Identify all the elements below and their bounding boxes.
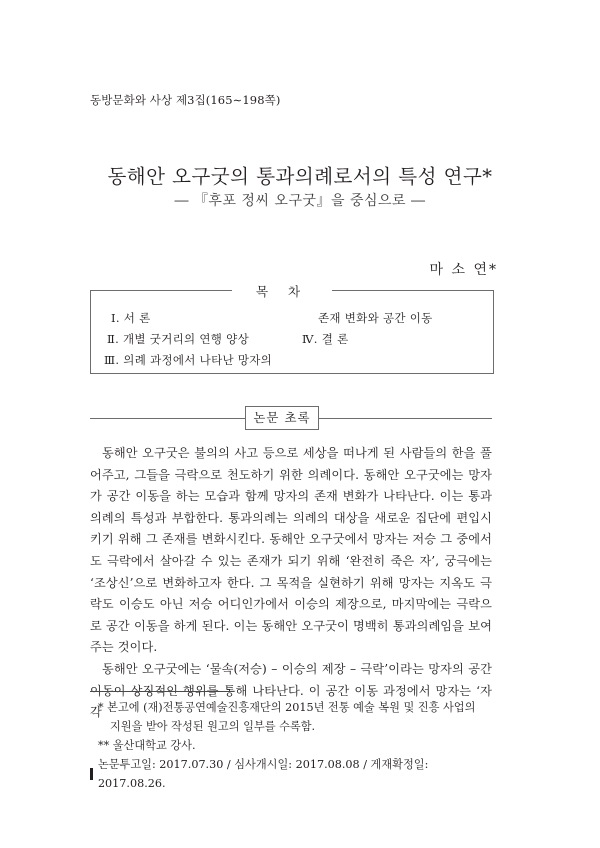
toc-item-1: Ⅰ. 서 론 bbox=[111, 311, 151, 325]
abstract-rule-left bbox=[90, 418, 246, 419]
dates-bar-mark bbox=[90, 768, 93, 780]
toc-heading: 목 차 bbox=[232, 282, 332, 300]
toc-item-4: Ⅳ. 결 론 bbox=[302, 332, 349, 346]
abstract-paragraph: 동해안 오구굿에는 ‘물속(저승) – 이승의 제장 – 극락’이라는 망자의 공간 이동이 상징적인 행위를 통해 나타난다. 이 공간 이동 과정에서 망자는 ‘자각 bbox=[90, 661, 492, 720]
author-name: 마 소 연* bbox=[429, 262, 498, 278]
abstract-paragraph: 동해안 오구굿은 불의의 사고 등으로 세상을 떠나게 된 사람들의 한을 풀어주고, 그들을 극락으로 천도하기 위한 의례이다. 동해안 오구굿에는 망자가 공간 이동을 하는 모습과 함께 망자의 존재 변화가 나타난다. 이는 통과의례의 특성과 부합한다. 통과의례는 의례의 대상을 새로운 집단에 편입시키기 위해 그 존재를 변화시킨다. 동해안 오구굿에서 망자는 저승 그 중에서도 극락에서 살아갈 수 있는 존재가 되기 위해 ‘완전히 죽은 자’, 궁극에는 ‘조상신’으로 변화하고자 한다. 그 목적을 실현하기 위해 망자는 지옥도 극락도 이승도 아닌 저승 어디인가에서 이승의 제장으로, 마지막에는 극락으로 공간 이동을 하게 된다. 이는 동해안 오구굿이 명백히 통과의례임을 보여주는 것이다. bbox=[90, 446, 492, 655]
toc-item-3: Ⅲ. 의례 과정에서 나타난 망자의 bbox=[104, 353, 273, 367]
footnote-funding bbox=[90, 698, 492, 736]
abstract-rule-right bbox=[318, 418, 492, 419]
footnote-funding-line1: * 본고에 (재)전통공연예술진흥재단의 2015년 전통 예술 복원 및 진흥 사업의 bbox=[98, 701, 476, 714]
abstract-body bbox=[90, 443, 492, 724]
footnotes bbox=[90, 698, 492, 793]
footnote-rule bbox=[90, 691, 234, 692]
journal-header: 동방문화와 사상 제3집(165∼198쪽) bbox=[90, 93, 281, 107]
paper-title: 동해안 오구굿의 통과의례로서의 특성 연구* bbox=[107, 165, 493, 188]
abstract-heading: 논문 초록 bbox=[245, 406, 319, 430]
toc-item-3-cont: 존재 변화와 공간 이동 bbox=[318, 311, 433, 325]
footnote-affiliation: ** 울산대학교 강사. bbox=[98, 739, 196, 752]
submission-dates-text: 논문투고일: 2017.07.30 / 심사개시일: 2017.08.08 / 게재확정일: 2017.08.26. bbox=[97, 758, 429, 790]
toc-item-2: Ⅱ. 개별 굿거리의 연행 양상 bbox=[107, 332, 249, 346]
footnote-funding-line2: 지원을 받아 작성된 원고의 일부를 수록함. bbox=[110, 720, 316, 733]
submission-dates bbox=[90, 755, 492, 793]
paper-subtitle: ― 『후포 정씨 오구굿』을 중심으로 ― bbox=[174, 193, 426, 209]
